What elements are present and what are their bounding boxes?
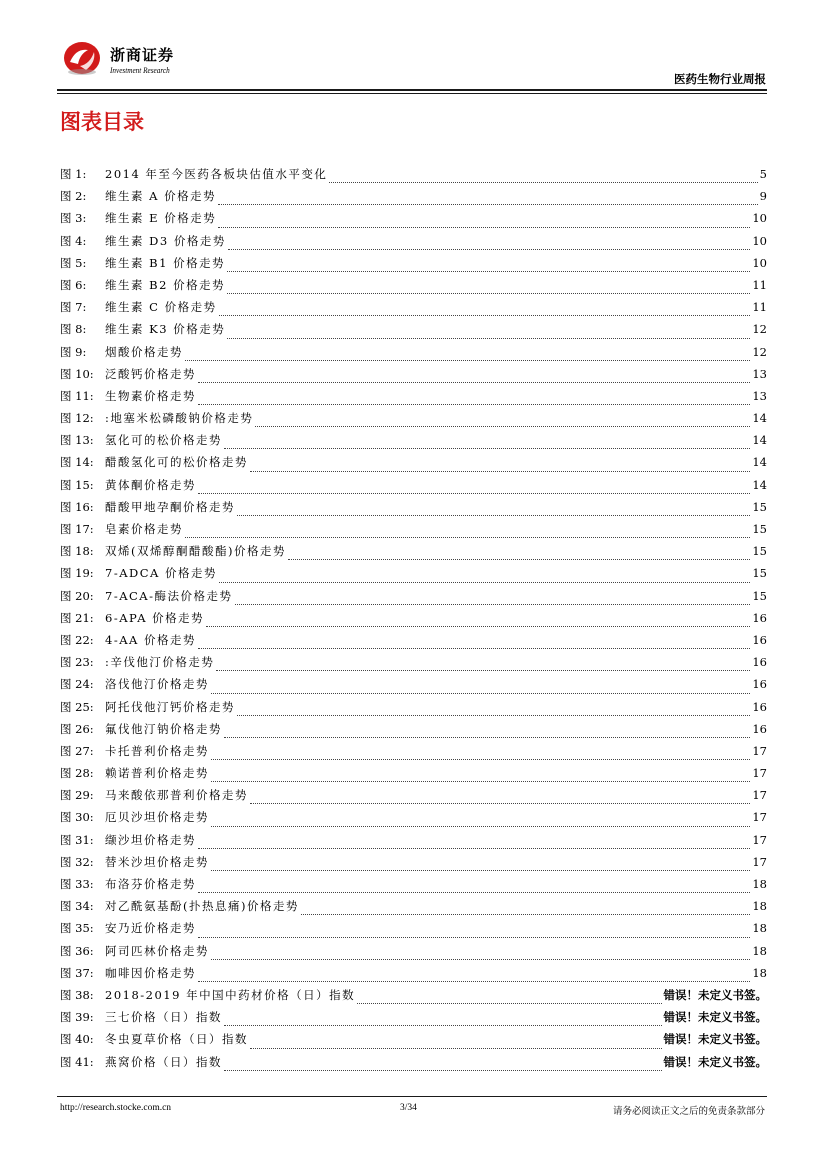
toc-dot-leader [301,914,750,915]
toc-bookmark-error: 错误！未定义书签。 [663,1010,767,1025]
toc-figure-title: 2014 年至今医药各板块估值水平变化 [105,167,328,181]
toc-page-number: 16 [752,699,767,714]
toc-figure-title: 7-ACA-酶法价格走势 [105,588,233,603]
toc-dot-leader [211,870,750,871]
toc-figure-title: 卡托普利价格走势 [105,743,209,758]
toc-dot-leader [198,493,750,494]
toc-entry[interactable] [60,1031,767,1053]
toc-figure-number: 图 9: [60,344,87,359]
toc-dot-leader [198,937,750,938]
toc-page-number: 17 [752,854,767,869]
toc-entry[interactable] [60,854,767,876]
toc-entry[interactable] [60,432,767,454]
toc-entry[interactable] [60,721,767,743]
toc-title: 图表目录 [60,110,144,134]
toc-entry[interactable] [60,898,767,920]
toc-figure-number: 图 26: [60,721,94,736]
toc-figure-number: 图 10: [60,366,94,381]
toc-page-number: 16 [752,632,767,647]
toc-dot-leader [218,204,758,205]
toc-dot-leader [206,626,750,627]
toc-figure-title: 2018-2019 年中国中药材价格（日）指数 [105,987,356,1002]
toc-dot-leader [211,693,750,694]
page-header [0,0,827,100]
toc-entry[interactable] [60,166,767,188]
toc-page-number: 17 [752,743,767,758]
toc-figure-title: 黄体酮价格走势 [105,477,196,492]
toc-entry[interactable] [60,499,767,521]
toc-entry[interactable] [60,765,767,787]
toc-page-number: 15 [752,566,767,581]
toc-figure-title: 维生素 K3 价格走势 [105,322,226,337]
toc-entry[interactable] [60,388,767,410]
toc-page-number: 17 [752,788,767,803]
toc-entry[interactable] [60,477,767,499]
toc-page-number: 15 [752,522,767,536]
toc-dot-leader [185,360,750,361]
toc-figure-number: 图 36: [60,943,94,958]
toc-dot-leader [255,426,750,427]
toc-page-number: 14 [752,411,767,426]
toc-page-number: 18 [752,943,767,958]
toc-figure-number: 图 23: [60,655,94,670]
toc-entry[interactable] [60,610,767,632]
toc-dot-leader [228,249,751,250]
toc-entry[interactable] [60,277,767,299]
toc-page-number: 16 [752,677,767,692]
toc-dot-leader [219,315,751,316]
toc-entry[interactable] [60,920,767,942]
toc-dot-leader [198,404,750,405]
toc-page-number: 16 [752,610,767,625]
toc-dot-leader [218,227,750,228]
toc-dot-leader [198,848,750,849]
toc-figure-title: 7-ADCA 价格走势 [105,566,217,581]
footer-disclaimer: 请务必阅读正文之后的免责条款部分 [612,1106,765,1117]
footer-rule [57,1096,767,1097]
toc-figure-number: 图 31: [60,832,94,847]
toc-page-number: 11 [752,300,767,315]
toc-figure-title: 醋酸甲地孕酮价格走势 [105,499,235,514]
toc-figure-number: 图 7: [60,300,87,315]
footer-page-number: 3/34 [400,1103,417,1113]
toc-page-number: 14 [752,477,767,492]
toc-entry[interactable] [60,809,767,831]
toc-bookmark-error: 错误！未定义书签。 [663,1032,767,1047]
toc-figure-title: 维生素 E 价格走势 [105,211,217,226]
toc-figure-title: 缬沙坦价格走势 [105,832,196,847]
toc-figure-title: 维生素 D3 价格走势 [105,233,226,248]
toc-entry[interactable] [60,565,767,587]
toc-figure-title: 燕窝价格（日）指数 [105,1054,222,1069]
toc-dot-leader [211,781,750,782]
toc-figure-title: 6-APA 价格走势 [105,610,205,625]
toc-dot-leader [250,471,750,472]
toc-entry[interactable] [60,588,767,610]
toc-page-number: 18 [752,965,767,980]
toc-figure-title: 三七价格（日）指数 [105,1010,222,1025]
toc-entry[interactable] [60,743,767,765]
toc-page-number: 17 [752,832,767,847]
toc-entry[interactable] [60,654,767,676]
toc-page-number: 12 [752,322,767,337]
toc-figure-title: 替米沙坦价格走势 [105,854,209,869]
toc-figure-number: 图 11: [60,388,94,403]
toc-entry[interactable] [60,699,767,721]
toc-figure-title: :辛伐他汀价格走势 [105,655,215,670]
toc-figure-number: 图 21: [60,610,94,625]
toc-figure-number: 图 29: [60,788,94,803]
toc-figure-number: 图 38: [60,987,94,1002]
toc-dot-leader [235,604,751,605]
toc-figure-title: 安乃近价格走势 [105,921,196,936]
toc-page-number: 10 [752,233,767,248]
toc-figure-number: 图 18: [60,544,94,559]
toc-figure-number: 图 12: [60,411,94,426]
toc-figure-number: 图 15: [60,477,94,492]
toc-figure-title: 维生素 C 价格走势 [105,300,217,315]
toc-entry[interactable] [60,943,767,965]
toc-figure-number: 图 14: [60,455,94,470]
toc-figure-number: 图 30: [60,810,94,825]
toc-figure-number: 图 8: [60,322,87,337]
toc-figure-title: 氢化可的松价格走势 [105,433,222,448]
toc-figure-number: 图 39: [60,1010,94,1025]
toc-page-number: 15 [752,588,767,603]
toc-figure-title: 咖啡因价格走势 [105,965,196,980]
toc-entry[interactable] [60,1054,767,1076]
toc-figure-number: 图 27: [60,743,94,758]
toc-figure-number: 图 22: [60,632,94,647]
toc-figure-title: 4-AA 价格走势 [105,632,196,647]
toc-page-number: 15 [752,499,767,514]
toc-bookmark-error: 错误！未定义书签。 [663,987,767,1002]
toc-figure-number: 图 35: [60,921,94,936]
toc-entry[interactable] [60,233,767,255]
toc-figure-title: 维生素 B2 价格走势 [105,277,226,292]
toc-entry[interactable] [60,965,767,987]
toc-dot-leader [227,338,750,339]
header-rule [57,89,767,91]
toc-figure-title: :地塞米松磷酸钠价格走势 [105,411,254,426]
logo-english-name: Investment Research [110,65,170,75]
toc-page-number: 10 [752,255,767,270]
toc-figure-title: 生物素价格走势 [105,388,196,403]
toc-figure-number: 图 17: [60,522,94,536]
toc-entry[interactable] [60,188,767,210]
toc-entry[interactable] [60,255,767,277]
toc-page-number: 14 [752,433,767,448]
toc-page-number: 17 [752,810,767,825]
toc-figure-number: 图 24: [60,677,94,692]
toc-dot-leader [224,1025,662,1026]
toc-figure-number: 图 6: [60,277,87,292]
toc-figure-number: 图 25: [60,699,94,714]
toc-dot-leader [211,826,750,827]
toc-figure-title: 洛伐他汀价格走势 [105,677,209,692]
toc-dot-leader [219,582,750,583]
toc-entry[interactable] [60,987,767,1009]
toc-dot-leader [211,759,750,760]
toc-page-number: 14 [752,455,767,470]
toc-dot-leader [227,293,750,294]
toc-dot-leader [185,537,750,538]
toc-entry[interactable] [60,344,767,366]
toc-dot-leader [329,182,757,183]
toc-entry[interactable] [60,299,767,321]
toc-page-number: 18 [752,899,767,914]
toc-entry[interactable] [60,543,767,565]
toc-dot-leader [288,559,750,560]
toc-figure-number: 图 2: [60,189,87,204]
toc-figure-title: 烟酸价格走势 [105,344,183,359]
figure-toc-list [60,166,767,1076]
toc-figure-title: 厄贝沙坦价格走势 [105,810,209,825]
toc-figure-title: 阿托伐他汀钙价格走势 [105,699,235,714]
toc-dot-leader [250,1048,662,1049]
toc-entry[interactable] [60,832,767,854]
toc-entry[interactable] [60,876,767,898]
toc-figure-number: 图 34: [60,899,94,914]
toc-figure-title: 赖诺普利价格走势 [105,766,209,781]
toc-figure-number: 图 16: [60,499,94,514]
toc-page-number: 18 [752,921,767,936]
toc-page-number: 16 [752,721,767,736]
toc-figure-number: 图 33: [60,877,94,891]
toc-page-number: 12 [752,344,767,359]
toc-figure-number: 图 41: [60,1054,94,1069]
toc-page-number: 16 [752,655,767,670]
toc-figure-title: 泛酸钙价格走势 [105,366,196,381]
toc-dot-leader [198,382,750,383]
toc-page-number: 13 [752,366,767,381]
toc-page-number: 9 [759,189,767,204]
toc-figure-title: 布洛芬价格走势 [105,877,196,891]
toc-entry[interactable] [60,521,767,543]
toc-entry[interactable] [60,321,767,343]
toc-figure-number: 图 4: [60,233,87,248]
toc-entry[interactable] [60,454,767,476]
toc-page-number: 17 [752,766,767,781]
toc-dot-leader [224,1070,662,1071]
toc-entry[interactable] [60,410,767,432]
toc-entry[interactable] [60,787,767,809]
toc-entry[interactable] [60,1009,767,1031]
toc-figure-title: 对乙酰氨基酚(扑热息痛)价格走势 [105,899,299,914]
toc-bookmark-error: 错误！未定义书签。 [663,1054,767,1069]
toc-figure-number: 图 19: [60,566,94,581]
footer-url-link[interactable]: http://research.stocke.com.cn [60,1103,172,1113]
toc-figure-number: 图 20: [60,588,94,603]
toc-figure-title: 冬虫夏草价格（日）指数 [105,1032,248,1047]
toc-figure-title: 皂素价格走势 [105,522,183,536]
toc-page-number: 10 [752,211,767,226]
toc-dot-leader [227,271,750,272]
toc-dot-leader [224,737,750,738]
toc-dot-leader [198,981,750,982]
toc-entry[interactable] [60,632,767,654]
toc-page-number: 18 [752,877,767,891]
toc-figure-title: 醋酸氢化可的松价格走势 [105,455,248,470]
toc-dot-leader [224,448,750,449]
toc-page-number: 5 [759,167,767,181]
toc-figure-number: 图 3: [60,211,87,226]
toc-dot-leader [237,715,750,716]
toc-figure-number: 图 5: [60,255,87,270]
header-rule-thin [57,93,767,94]
report-type-label: 医药生物行业周报 [674,72,766,86]
toc-page-number: 11 [752,277,767,292]
company-logo-icon [62,40,102,76]
toc-dot-leader [198,648,750,649]
toc-figure-number: 图 1: [60,167,87,181]
toc-figure-number: 图 40: [60,1032,94,1047]
toc-dot-leader [216,670,750,671]
toc-entry[interactable] [60,676,767,698]
logo-chinese-name: 浙商证券 [110,46,175,64]
toc-figure-number: 图 32: [60,854,94,869]
toc-dot-leader [357,1003,661,1004]
toc-page-number: 15 [752,544,767,559]
toc-entry[interactable] [60,366,767,388]
toc-figure-title: 维生素 A 价格走势 [105,189,217,204]
toc-figure-title: 维生素 B1 价格走势 [105,255,226,270]
toc-page-number: 13 [752,388,767,403]
toc-figure-number: 图 37: [60,965,94,980]
toc-figure-number: 图 28: [60,766,94,781]
toc-figure-title: 双烯(双烯醇酮醋酸酯)价格走势 [105,544,286,559]
toc-figure-number: 图 13: [60,433,94,448]
toc-dot-leader [211,959,750,960]
toc-figure-title: 氟伐他汀钠价格走势 [105,721,222,736]
toc-figure-title: 马来酸依那普利价格走势 [105,788,248,803]
toc-dot-leader [198,892,750,893]
toc-dot-leader [237,515,750,516]
toc-figure-title: 阿司匹林价格走势 [105,943,209,958]
toc-dot-leader [250,803,750,804]
toc-entry[interactable] [60,210,767,232]
